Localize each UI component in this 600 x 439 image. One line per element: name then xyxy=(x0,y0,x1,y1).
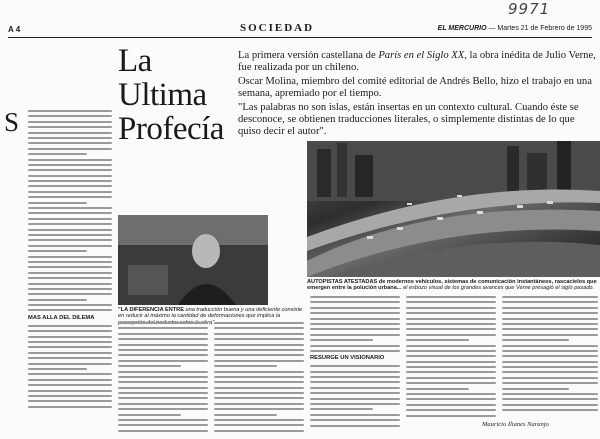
text-line xyxy=(406,371,496,373)
text-line xyxy=(214,392,304,394)
text-line xyxy=(118,322,208,324)
text-line xyxy=(118,414,181,416)
text-line xyxy=(28,293,112,295)
text-line xyxy=(28,400,112,402)
text-line xyxy=(214,360,304,362)
text-line xyxy=(406,355,496,357)
text-line xyxy=(118,360,208,362)
text-line xyxy=(502,388,569,390)
header-rule xyxy=(8,37,592,38)
body-column-1 xyxy=(28,110,112,411)
text-line xyxy=(28,121,112,123)
text-line xyxy=(214,365,277,367)
lede-paragraph-2: Oscar Molina, miembro del comité editorial de Andrés Bello, hizo el trabajo en una semana, apremiado por el tiempo. xyxy=(238,76,592,99)
text-line xyxy=(28,218,112,220)
text-line xyxy=(28,212,112,214)
text-line xyxy=(28,132,112,134)
text-line xyxy=(28,299,87,301)
text-line xyxy=(118,397,208,399)
text-line xyxy=(406,398,496,400)
body-column-2 xyxy=(118,322,208,435)
text-line xyxy=(502,404,598,406)
text-line xyxy=(118,419,208,421)
text-line xyxy=(406,318,496,320)
text-line xyxy=(502,377,598,379)
text-line xyxy=(28,180,112,182)
text-line xyxy=(310,345,400,347)
text-line xyxy=(406,393,496,395)
text-line xyxy=(310,371,400,373)
photo-portrait-translator xyxy=(118,215,268,305)
column-1-lines-b xyxy=(28,325,112,408)
text-line xyxy=(28,384,112,386)
issue-date: — Martes 21 de Febrero de 1995 xyxy=(488,25,592,32)
portrait-illustration xyxy=(118,215,268,305)
text-line xyxy=(310,301,400,303)
text-line xyxy=(310,307,400,309)
text-line xyxy=(406,388,469,390)
text-line xyxy=(406,377,496,379)
text-line xyxy=(310,376,400,378)
lede-text: , la obra inédita de Julio Verne, fue realizada por un chileno. xyxy=(238,50,596,73)
text-line xyxy=(28,153,87,155)
text-line xyxy=(502,334,598,336)
headline-line-1: La Ultima xyxy=(118,43,207,113)
text-line xyxy=(118,392,208,394)
text-line xyxy=(28,126,112,128)
text-line xyxy=(28,110,112,112)
text-line xyxy=(406,301,496,303)
section-name: SOCIEDAD xyxy=(240,22,315,34)
text-line xyxy=(118,408,208,410)
text-line xyxy=(28,379,112,381)
text-line xyxy=(28,336,112,338)
text-line xyxy=(502,393,598,395)
text-line xyxy=(310,328,400,330)
text-line xyxy=(28,341,112,343)
text-line xyxy=(406,404,496,406)
text-line xyxy=(310,398,400,400)
text-line xyxy=(118,338,208,340)
text-line xyxy=(28,283,112,285)
text-line xyxy=(406,339,469,341)
text-line xyxy=(28,175,112,177)
photo-main-caption xyxy=(307,279,600,292)
text-line xyxy=(310,323,400,325)
body-column-6 xyxy=(502,296,598,415)
text-line xyxy=(28,245,112,247)
text-line xyxy=(28,229,112,231)
column-4-lines-b xyxy=(310,365,400,426)
text-line xyxy=(214,344,304,346)
text-line xyxy=(214,414,277,416)
text-line xyxy=(118,387,208,389)
column-1-lines-a xyxy=(28,110,112,311)
text-line xyxy=(406,361,496,363)
text-line xyxy=(28,330,112,332)
text-line xyxy=(310,419,400,421)
headline-line-2: Profecía xyxy=(118,111,224,147)
text-line xyxy=(28,368,87,370)
text-line xyxy=(28,390,112,392)
text-line xyxy=(214,430,304,432)
paper-name: EL MERCURIO xyxy=(437,25,487,32)
text-line xyxy=(28,159,112,161)
page-number: A 4 xyxy=(8,25,21,34)
text-line xyxy=(214,354,304,356)
text-line xyxy=(28,207,112,209)
text-line xyxy=(28,185,112,187)
text-line xyxy=(28,137,112,139)
text-line xyxy=(502,301,598,303)
paper-dateline xyxy=(438,25,592,32)
text-line xyxy=(502,323,598,325)
text-line xyxy=(310,387,400,389)
text-line xyxy=(214,322,304,324)
text-line xyxy=(310,414,400,416)
text-line xyxy=(406,415,496,417)
text-line xyxy=(502,307,598,309)
text-line xyxy=(406,409,496,411)
text-line xyxy=(28,202,87,204)
text-line xyxy=(28,325,112,327)
text-line xyxy=(28,256,112,258)
text-line xyxy=(214,338,304,340)
text-line xyxy=(28,357,112,359)
text-line xyxy=(310,296,400,298)
text-line xyxy=(214,371,304,373)
book-title: París en el Siglo XX xyxy=(378,50,465,61)
text-line xyxy=(28,346,112,348)
caption-text: el esbozo visual de los grandes avances que Verne presagió el siglo pasado. xyxy=(403,285,595,292)
text-line xyxy=(502,318,598,320)
text-line xyxy=(502,339,569,341)
text-line xyxy=(28,164,112,166)
text-line xyxy=(28,261,112,263)
text-line xyxy=(118,349,208,351)
text-line xyxy=(118,344,208,346)
text-line xyxy=(214,349,304,351)
text-line xyxy=(502,409,598,411)
text-line xyxy=(118,403,208,405)
caption-lead: "LA DIFERENCIA ENTRE xyxy=(118,307,184,313)
body-column-4 xyxy=(310,296,400,430)
lede xyxy=(238,50,598,140)
column-subhead: RESURGE UN VISIONARIO xyxy=(310,355,385,362)
text-line xyxy=(310,350,400,352)
text-line xyxy=(28,395,112,397)
text-line xyxy=(28,148,112,150)
text-line xyxy=(214,424,304,426)
text-line xyxy=(502,366,598,368)
lede-text: La primera versión castellana de xyxy=(238,50,379,61)
page-header xyxy=(8,22,592,36)
text-line xyxy=(28,277,112,279)
text-line xyxy=(310,392,400,394)
text-line xyxy=(502,350,598,352)
lede-paragraph-1 xyxy=(238,50,598,74)
text-line xyxy=(28,304,112,306)
text-line xyxy=(214,376,304,378)
text-line xyxy=(406,350,496,352)
photo-highway-illustration xyxy=(307,141,600,277)
text-line xyxy=(406,296,496,298)
text-line xyxy=(28,191,112,193)
text-line xyxy=(118,333,208,335)
caption-text: una traducción buena y una deficiente consiste en reducir al máximo la cantidad de deformaciones que implica la obra". xyxy=(118,307,303,326)
text-line xyxy=(310,408,373,410)
text-line xyxy=(28,250,87,252)
text-line xyxy=(28,234,112,236)
text-line xyxy=(214,419,304,421)
text-line xyxy=(118,371,208,373)
photo-highway-city xyxy=(307,141,600,277)
column-subhead: MAS ALLA DEL DILEMA xyxy=(28,314,95,321)
text-line xyxy=(310,312,400,314)
text-line xyxy=(28,406,112,408)
text-line xyxy=(28,266,112,268)
text-line xyxy=(502,355,598,357)
text-line xyxy=(214,387,304,389)
text-line xyxy=(28,142,112,144)
text-line xyxy=(406,345,496,347)
text-line xyxy=(310,403,400,405)
text-line xyxy=(502,296,598,298)
text-line xyxy=(310,318,400,320)
column-4-lines-a xyxy=(310,296,400,352)
text-line xyxy=(310,365,400,367)
text-line xyxy=(502,382,598,384)
text-line xyxy=(118,365,181,367)
headline xyxy=(118,44,238,146)
drop-cap: S xyxy=(4,107,20,137)
byline: Mauricio Ilianes Naranjo xyxy=(482,421,549,428)
text-line xyxy=(28,288,112,290)
text-line xyxy=(502,312,598,314)
text-line xyxy=(28,309,112,311)
text-line xyxy=(28,115,112,117)
text-line xyxy=(214,333,304,335)
text-line xyxy=(406,307,496,309)
text-line xyxy=(310,425,400,427)
text-line xyxy=(28,223,112,225)
body-column-5 xyxy=(406,296,496,420)
text-line xyxy=(502,328,598,330)
text-line xyxy=(28,169,112,171)
text-line xyxy=(28,352,112,354)
text-line xyxy=(28,196,112,198)
lede-paragraph-3: "Las palabras no son islas, están insertas en un contexto cultural. Cuando éste se desconoce, se obtienen traducciones literales, o simplemente distintas de lo que quiso decir el autor". xyxy=(238,102,579,137)
text-line xyxy=(406,323,496,325)
text-line xyxy=(214,403,304,405)
text-line xyxy=(118,354,208,356)
text-line xyxy=(406,312,496,314)
handwritten-archive-number: 9971 xyxy=(508,0,551,18)
text-line xyxy=(118,430,208,432)
caption-lead: AUTOPISTAS ATESTADAS de modernos vehículos, sistemas de comunicación instantáneos, rascacielos que emergen entre la polución urbana... xyxy=(307,279,597,292)
text-line xyxy=(310,339,373,341)
text-line xyxy=(502,345,598,347)
text-line xyxy=(310,381,400,383)
text-line xyxy=(406,328,496,330)
text-line xyxy=(118,424,208,426)
text-line xyxy=(28,373,112,375)
body-column-3 xyxy=(214,322,304,435)
text-line xyxy=(118,376,208,378)
text-line xyxy=(28,239,112,241)
text-line xyxy=(406,334,496,336)
text-line xyxy=(118,327,208,329)
text-line xyxy=(502,398,598,400)
text-line xyxy=(28,363,112,365)
text-line xyxy=(28,272,112,274)
text-line xyxy=(214,381,304,383)
text-line xyxy=(310,334,400,336)
text-line xyxy=(214,397,304,399)
text-line xyxy=(502,361,598,363)
text-line xyxy=(406,382,496,384)
text-line xyxy=(118,381,208,383)
text-line xyxy=(502,371,598,373)
text-line xyxy=(406,366,496,368)
text-line xyxy=(214,327,304,329)
text-line xyxy=(214,408,304,410)
